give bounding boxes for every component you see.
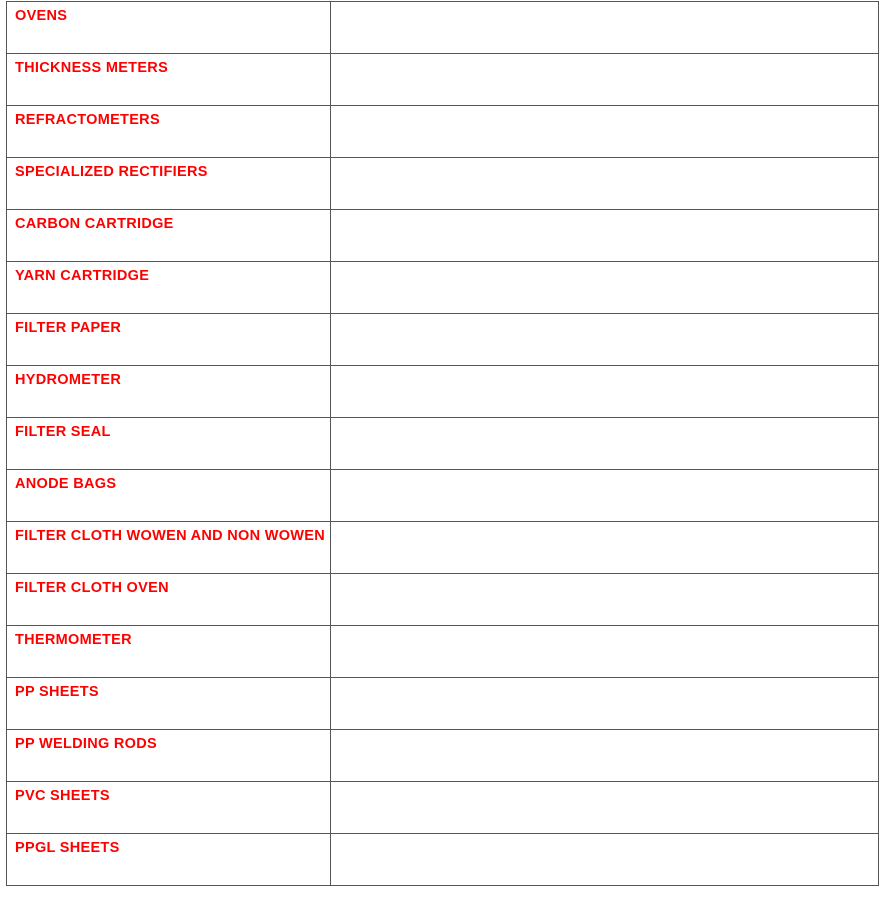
item-value-cell [331,366,879,418]
table-row [7,158,879,210]
item-name-cell [7,314,331,366]
table-row [7,574,879,626]
item-value-cell [331,418,879,470]
item-name-cell [7,366,331,418]
item-name-cell [7,730,331,782]
item-label: PP WELDING RODS [15,736,157,752]
table-row [7,730,879,782]
item-name-cell [7,470,331,522]
item-label: CARBON CARTRIDGE [15,216,174,232]
item-label: FILTER CLOTH OVEN [15,580,169,596]
table-row [7,106,879,158]
item-label: FILTER SEAL [15,424,111,440]
item-name-cell [7,210,331,262]
item-label: HYDROMETER [15,372,122,388]
item-value-cell [331,262,879,314]
item-value-cell [331,54,879,106]
item-value-cell [331,210,879,262]
item-value-cell [331,522,879,574]
item-name-cell [7,418,331,470]
table-row [7,782,879,834]
table-row [7,678,879,730]
table-row [7,626,879,678]
item-value-cell [331,314,879,366]
item-name-cell [7,262,331,314]
table-row [7,522,879,574]
item-name-cell [7,782,331,834]
item-value-cell [331,782,879,834]
item-value-cell [331,106,879,158]
item-value-cell [331,470,879,522]
item-name-cell [7,54,331,106]
item-value-cell [331,574,879,626]
item-label: YARN CARTRIDGE [15,268,150,284]
item-label: THERMOMETER [15,632,132,648]
table-row [7,54,879,106]
item-name-cell [7,2,331,54]
item-value-cell [331,678,879,730]
item-label: OVENS [15,8,68,24]
item-name-cell [7,158,331,210]
item-name-cell [7,574,331,626]
item-label: THICKNESS METERS [15,60,169,76]
table-row [7,834,879,886]
item-name-cell [7,626,331,678]
item-label: PP SHEETS [15,684,99,700]
item-name-cell [7,522,331,574]
item-value-cell [331,834,879,886]
table-row [7,418,879,470]
table-row [7,366,879,418]
item-value-cell [331,626,879,678]
product-table [6,1,879,886]
item-label: FILTER CLOTH WOWEN AND NON WOWEN [15,528,326,544]
item-value-cell [331,2,879,54]
table-row [7,470,879,522]
item-name-cell [7,106,331,158]
table-row [7,314,879,366]
table-row [7,2,879,54]
item-label: ANODE BAGS [15,476,117,492]
item-label: PPGL SHEETS [15,840,120,856]
item-label: REFRACTOMETERS [15,112,160,128]
table-row [7,210,879,262]
item-label: SPECIALIZED RECTIFIERS [15,164,208,180]
item-label: FILTER PAPER [15,320,122,336]
item-name-cell [7,834,331,886]
item-label: PVC SHEETS [15,788,110,804]
item-value-cell [331,158,879,210]
table-row [7,262,879,314]
item-value-cell [331,730,879,782]
item-name-cell [7,678,331,730]
